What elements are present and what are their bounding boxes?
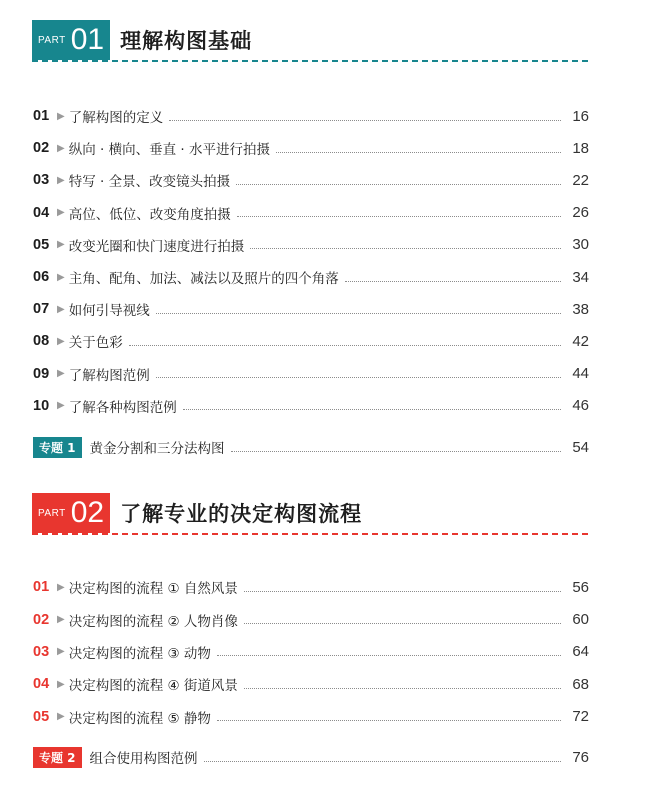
page-number: 64 [572, 643, 589, 661]
page-number: 46 [572, 397, 589, 415]
page-number: 68 [572, 675, 589, 693]
triangle-arrow-icon: ▶ [57, 142, 65, 154]
entry-number: 05 [33, 708, 50, 725]
triangle-arrow-icon: ▶ [57, 368, 65, 380]
toc-entry[interactable] [33, 325, 589, 357]
part-word: PART [38, 507, 66, 519]
part-01-divider [32, 60, 588, 62]
triangle-arrow-icon: ▶ [57, 110, 65, 122]
part-number: 02 [70, 496, 105, 529]
toc-entry[interactable] [33, 293, 589, 325]
special-tag: 专题 1 [33, 437, 82, 458]
leader-dots [169, 112, 561, 121]
leader-dots [217, 647, 561, 656]
part-01-header [32, 20, 252, 60]
page-number: 34 [572, 268, 589, 286]
part-word: PART [38, 34, 66, 46]
entry-number: 02 [33, 611, 50, 628]
toc-entry[interactable] [33, 229, 589, 261]
entry-label: 决定构图的流程 ① 自然风景 [68, 581, 238, 598]
page-number: 18 [572, 139, 589, 157]
leader-dots [345, 273, 561, 282]
triangle-arrow-icon: ▶ [57, 207, 65, 219]
toc-entry[interactable] [33, 197, 589, 229]
page-number: 54 [572, 438, 589, 456]
entry-number: 10 [33, 397, 50, 414]
leader-dots [183, 401, 561, 410]
part-02-badge [32, 493, 110, 533]
special-topic-2[interactable] [33, 747, 589, 767]
leader-dots [237, 208, 561, 217]
triangle-arrow-icon: ▶ [57, 711, 65, 723]
leader-dots [231, 443, 561, 452]
entry-number: 01 [33, 579, 50, 596]
triangle-arrow-icon: ▶ [57, 614, 65, 626]
toc-entry[interactable] [33, 668, 589, 700]
entry-label: 决定构图的流程 ⑤ 静物 [68, 710, 211, 727]
entry-number: 03 [33, 643, 50, 660]
toc-entry[interactable] [33, 571, 589, 603]
leader-dots [244, 615, 561, 624]
entry-number: 06 [33, 269, 50, 286]
special-tag: 专题 2 [33, 747, 82, 768]
entry-label: 了解各种构图范例 [68, 399, 177, 416]
triangle-arrow-icon: ▶ [57, 646, 65, 658]
leader-dots [250, 240, 561, 249]
entry-label: 纵向 · 横向、垂直 · 水平进行拍摄 [68, 142, 270, 159]
leader-dots [129, 337, 561, 346]
entry-number: 08 [33, 333, 50, 350]
entry-label: 关于色彩 [68, 335, 123, 352]
entry-label: 决定构图的流程 ④ 街道风景 [68, 678, 238, 695]
leader-dots [236, 176, 561, 185]
entry-label: 改变光圈和快门速度进行拍摄 [68, 238, 245, 255]
page-number: 16 [572, 107, 589, 125]
part-02-toc [33, 571, 589, 733]
entry-label: 如何引导视线 [68, 303, 150, 320]
entry-label: 主角、配角、加法、减法以及照片的四个角落 [68, 271, 339, 288]
entry-number: 04 [33, 676, 50, 693]
entry-number: 04 [33, 204, 50, 221]
entry-label: 了解构图的定义 [68, 110, 164, 127]
toc-entry[interactable] [33, 603, 589, 635]
triangle-arrow-icon: ▶ [57, 271, 65, 283]
page-number: 42 [572, 332, 589, 350]
triangle-arrow-icon: ▶ [57, 303, 65, 315]
entry-number: 09 [33, 365, 50, 382]
toc-entry[interactable] [33, 358, 589, 390]
entry-number: 05 [33, 236, 50, 253]
toc-entry[interactable] [33, 636, 589, 668]
part-01-badge [32, 20, 110, 60]
part-01-toc [33, 100, 589, 422]
leader-dots [204, 753, 561, 762]
part-02-divider [32, 533, 588, 535]
triangle-arrow-icon: ▶ [57, 174, 65, 186]
leader-dots [276, 144, 561, 153]
entry-label: 决定构图的流程 ③ 动物 [68, 645, 211, 662]
entry-label: 决定构图的流程 ② 人物肖像 [68, 613, 238, 630]
leader-dots [217, 712, 561, 721]
page-number: 26 [572, 204, 589, 222]
page-number: 56 [572, 578, 589, 596]
part-number: 01 [70, 23, 105, 56]
page-number: 76 [572, 748, 589, 766]
page-number: 22 [572, 171, 589, 189]
triangle-arrow-icon: ▶ [57, 678, 65, 690]
toc-entry[interactable] [33, 390, 589, 422]
toc-entry[interactable] [33, 701, 589, 733]
part-02-header [32, 493, 362, 533]
leader-dots [156, 369, 561, 378]
toc-entry[interactable] [33, 100, 589, 132]
page-number: 38 [572, 300, 589, 318]
toc-entry[interactable] [33, 261, 589, 293]
toc-entry[interactable] [33, 164, 589, 196]
page-number: 72 [572, 708, 589, 726]
special-label: 组合使用构图范例 [89, 751, 198, 767]
triangle-arrow-icon: ▶ [57, 335, 65, 347]
entry-label: 了解构图范例 [68, 367, 150, 384]
leader-dots [156, 305, 561, 314]
entry-number: 02 [33, 140, 50, 157]
entry-number: 03 [33, 172, 50, 189]
part-title: 理解构图基础 [120, 29, 253, 53]
entry-number: 01 [33, 108, 50, 125]
entry-number: 07 [33, 301, 50, 318]
triangle-arrow-icon: ▶ [57, 239, 65, 251]
leader-dots [244, 680, 561, 689]
page-number: 44 [572, 365, 589, 383]
triangle-arrow-icon: ▶ [57, 581, 65, 593]
special-topic-1[interactable] [33, 437, 589, 457]
triangle-arrow-icon: ▶ [57, 400, 65, 412]
leader-dots [244, 583, 561, 592]
page-number: 60 [572, 611, 589, 629]
entry-label: 高位、低位、改变角度拍摄 [68, 206, 231, 223]
toc-entry[interactable] [33, 132, 589, 164]
entry-label: 特写 · 全景、改变镜头拍摄 [68, 174, 231, 191]
part-title: 了解专业的决定构图流程 [120, 502, 363, 526]
page-number: 30 [572, 236, 589, 254]
special-label: 黄金分割和三分法构图 [89, 441, 225, 457]
